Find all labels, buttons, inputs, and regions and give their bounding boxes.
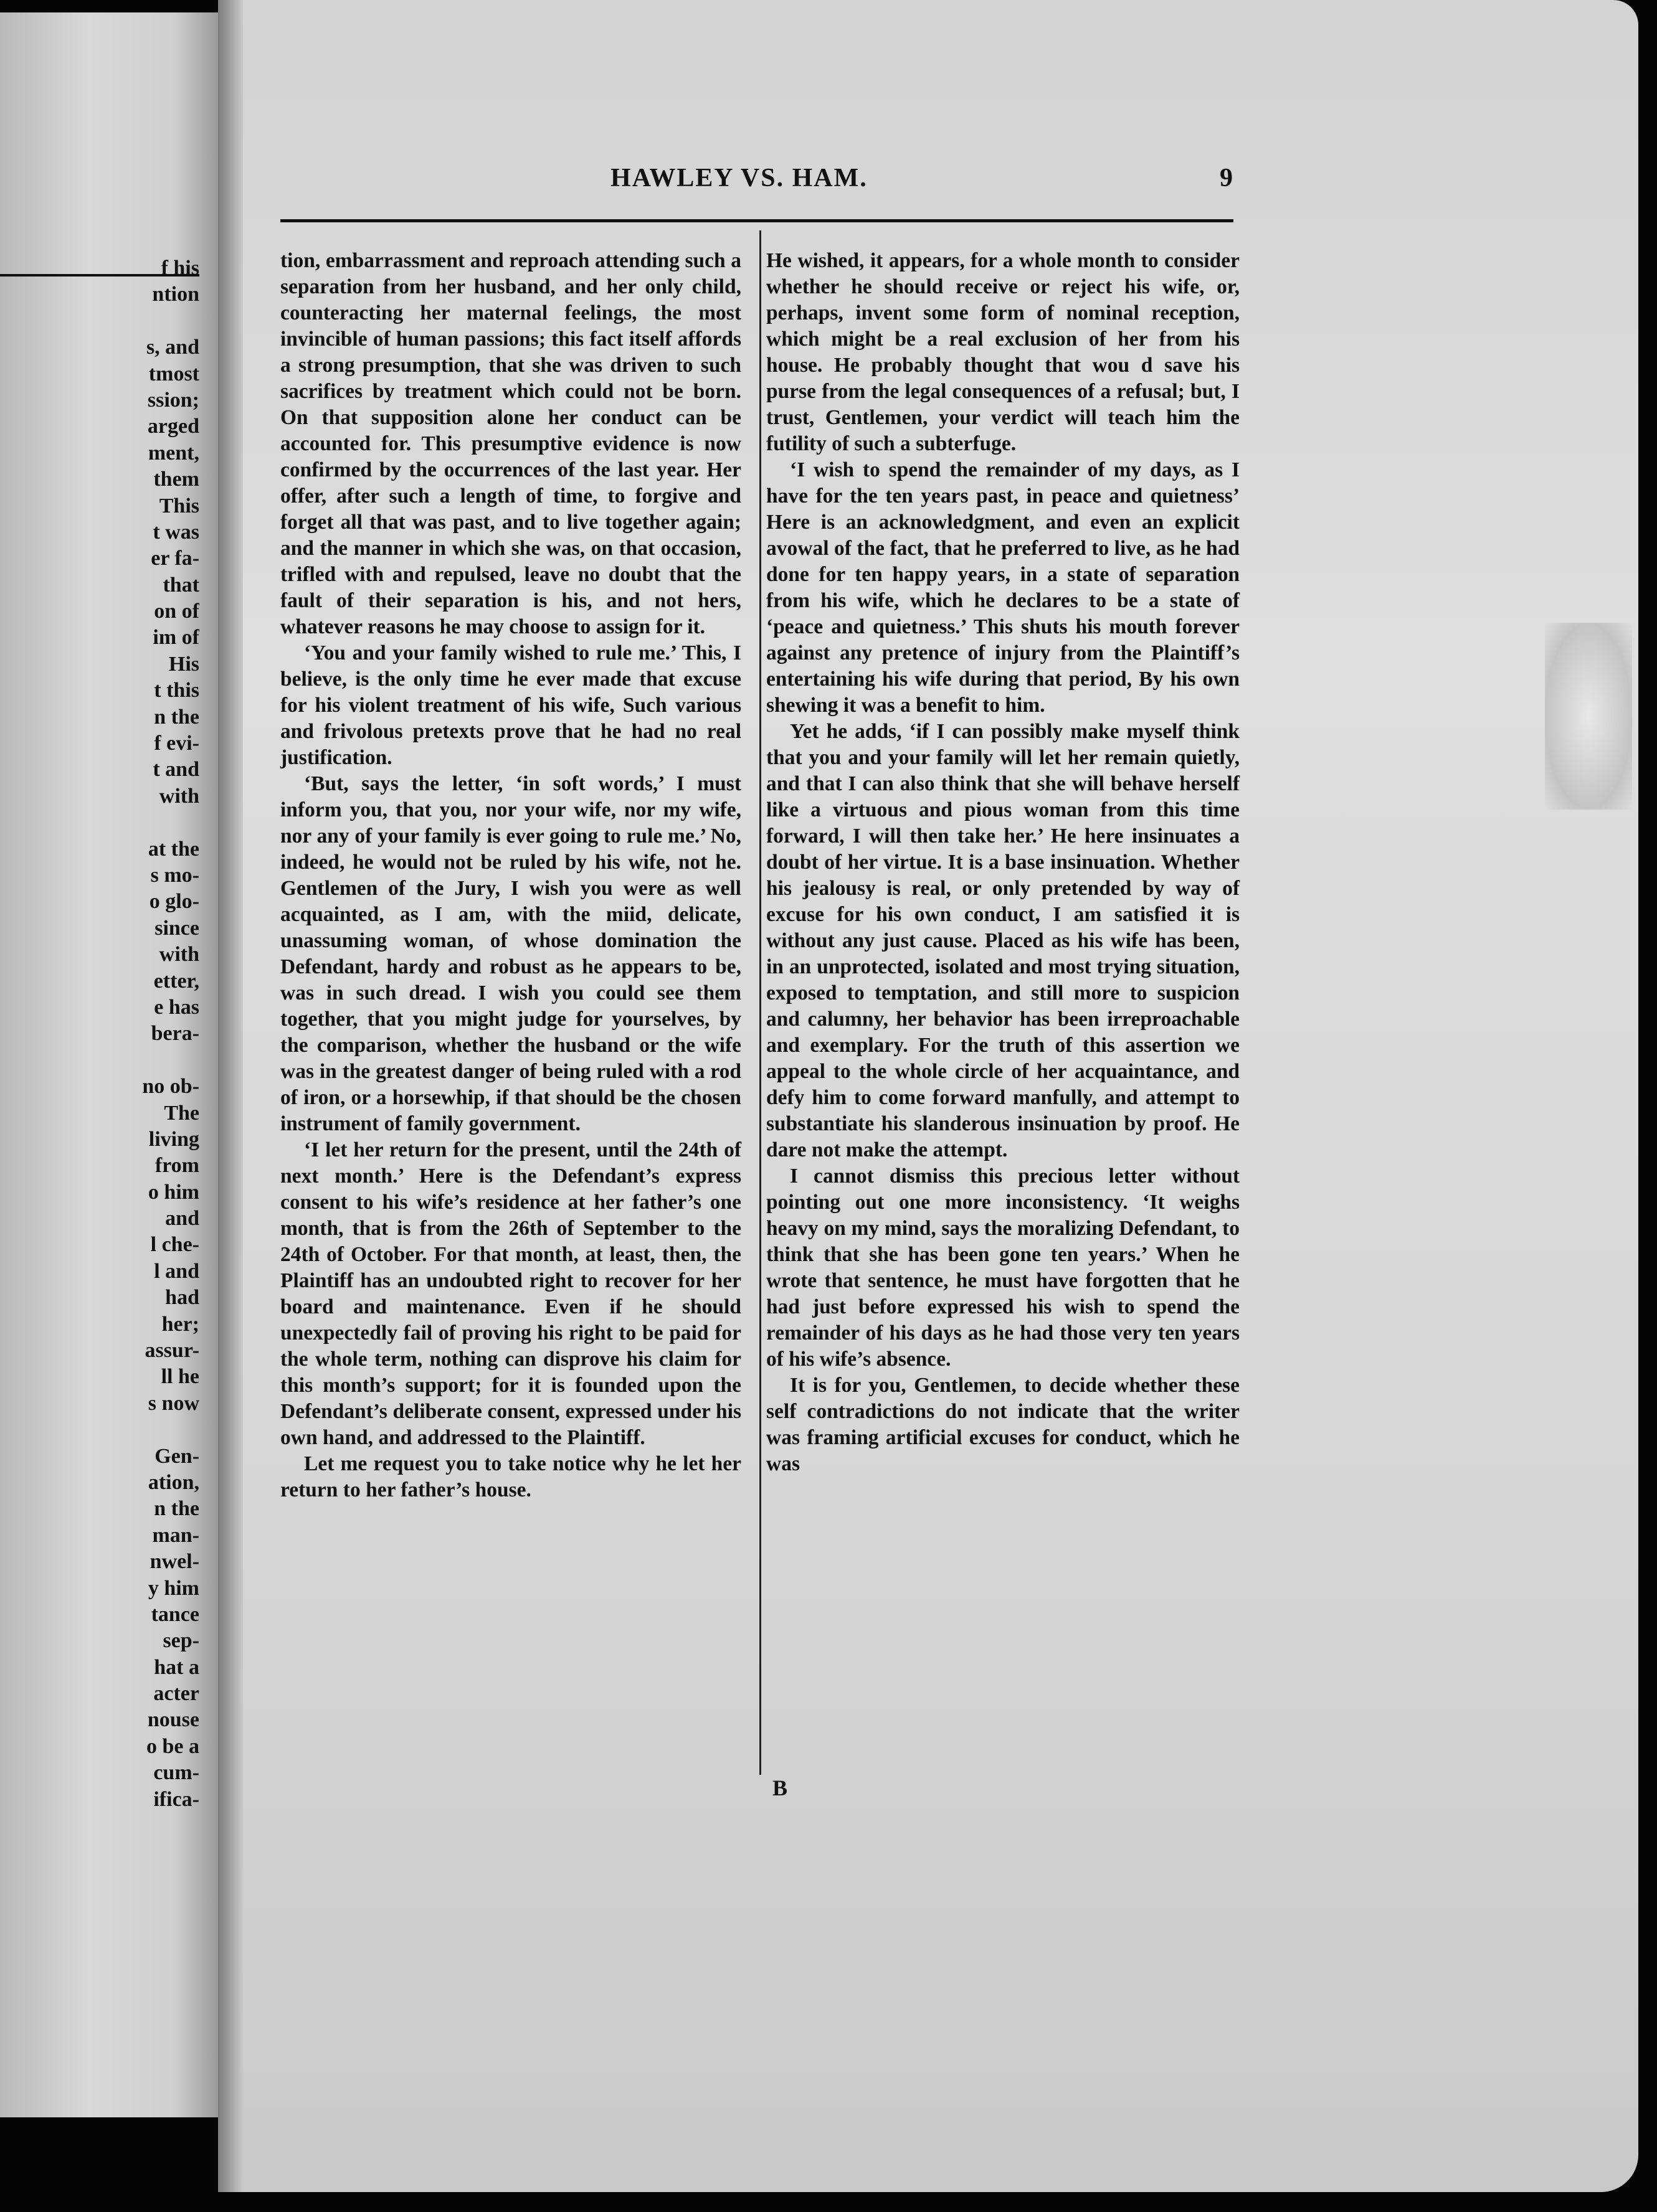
left-page-fragment: had <box>165 1286 199 1310</box>
left-page-fragment: man- <box>152 1523 199 1547</box>
left-page-fragment: His <box>168 652 199 676</box>
left-page-fragment: o glo- <box>149 890 199 914</box>
left-page-fragment: assur- <box>145 1339 199 1363</box>
left-page-fragment: f his <box>161 257 199 280</box>
left-page-fragment <box>56 810 199 836</box>
left-page-fragment: t was <box>153 520 199 544</box>
paragraph: Let me request you to take notice why he let her return to her father’s house. <box>280 1452 741 1501</box>
left-page-fragment: etter, <box>153 969 199 993</box>
left-page-fragment: tmost <box>148 362 199 385</box>
left-page-fragment: acter <box>153 1682 199 1706</box>
left-page-fragment: er fa- <box>151 547 199 570</box>
left-page-fragment: l che- <box>150 1233 199 1257</box>
left-page-fragment: ment, <box>148 441 199 465</box>
left-page-fragment: n the <box>154 1497 199 1521</box>
left-page-fragment: s, and <box>146 336 199 359</box>
page-number: 9 <box>1220 164 1233 192</box>
left-page-fragment: tance <box>151 1602 199 1626</box>
left-page-fragment: arged <box>147 415 199 438</box>
left-page-fragment <box>56 308 199 334</box>
left-page-fragment: t and <box>153 758 199 782</box>
left-page-fragment: ssion; <box>147 388 199 412</box>
left-page-fragment: s now <box>148 1391 199 1415</box>
left-page-fragment: sep- <box>163 1629 199 1653</box>
left-page-fragment: l and <box>154 1259 199 1283</box>
left-page-fragment: The <box>164 1101 199 1125</box>
left-page-fragment: on of <box>154 600 199 623</box>
left-page-fragment <box>56 1417 199 1443</box>
left-page-fragment: o him <box>148 1180 199 1204</box>
paragraph: ‘You and your family wished to rule me.’ This, I believe, is the only time he ever made that excuse for his violent treatment of his wife, Such various and frivolous pretexts prove that he had no real justification. <box>280 641 741 769</box>
left-page-fragment: with <box>159 784 199 808</box>
paragraph: ‘I let her return for the present, until the 24th of next month.’ Here is the Defendant’s express consent to his wife’s residence at her father’s one month, that is from the 26th of September to the 24th of October. For that month, at least, then, the Plaintiff has an undoubted right to recover for her board and maintenance. Even if he should unexpectedly fail of proving his right to be paid for the whole term, nothing can disprove his claim for this month’s support; for it is founded upon the Defendant’s deliberate consent, expressed under his own hand, and addressed to the Plaintiff. <box>280 1138 741 1449</box>
left-page-fragment: n the <box>154 705 199 729</box>
left-page-fragment: them <box>153 468 199 491</box>
paragraph: tion, embarrassment and reproach attending such a separation from her husband, and her only child, counteracting her maternal feelings, the most invincible of human passions; this fact itself affords a strong presumption, that she was driven to such sacrifices by treatment which could not be born. On that supposition alone her conduct can be accounted for. This presumptive evidence is now confirmed by the occurrences of the last year. Her offer, after such a length of time, to forgive and forget all that was past, and to live together again; and the manner in which she was, on that occasion, trifled with and repulsed, leave no doubt that the fault of their separation is his, and not hers, whatever reasons he may choose to assign for it. <box>280 249 741 638</box>
left-page-fragment: bera- <box>151 1022 199 1046</box>
running-head: HAWLEY VS. HAM. <box>610 164 868 192</box>
left-page-fragment: s mo- <box>150 863 199 887</box>
left-page-fragment: that <box>163 573 199 597</box>
paragraph: He wished, it appears, for a whole month to consider whether he should receive or reject his wife, or, perhaps, invent some form of nominal reception, which might be a real exclusion of her from his house. He probably thought that wou d save his purse from the legal consequences of a refusal; but, I trust, Gentlemen, your verdict will teach him the futility of such a subterfuge. <box>766 249 1240 455</box>
text-column-left <box>280 248 741 1503</box>
left-page-fragment: with <box>159 943 199 967</box>
left-page-fragment: nwel- <box>150 1550 199 1574</box>
left-page-fragment <box>56 1047 199 1074</box>
left-page-fragment: t this <box>154 679 199 702</box>
paragraph: ‘I wish to spend the remainder of my days, as I have for the ten years past, in peace and quietness’ Here is an acknowledgment, and even an explicit avowal of the fact, that he preferred to live, as he had done for ten happy years, in a state of separation from his wife, which he declares to be a state of ‘peace and quietness.’ This shuts his mouth forever against any pretence of injury from the Plaintiff’s entertaining his wife during that period, By his own shewing it was a benefit to him. <box>766 458 1240 717</box>
left-page-fragment: nouse <box>147 1708 199 1732</box>
paragraph: Yet he adds, ‘if I can possibly make myself think that you and your family will let her remain quietly, and that I can also think that she will behave herself like a virtuous and pious woman from this time forward, I will then take her.’ He here insinuates a doubt of her virtue. It is a base insinuation. Whether his jealousy is real, or only pretended by way of excuse for his own conduct, I am satisfied it is without any just cause. Placed as his wife has been, in an unprotected, isolated and most trying situation, exposed to temptation, and still more to suspicion and calumny, her behavior has been irreproachable and exemplary. For the truth of this assertion we appeal to the whole circle of her acquaintance, and defy him to come forward manfully, and attempt to substantiate his slanderous insinuation by proof. He dare not make the attempt. <box>766 720 1240 1161</box>
left-page-fragment: living <box>148 1127 199 1151</box>
left-page-fragment: ifica- <box>153 1787 199 1811</box>
page-crease <box>1545 623 1632 810</box>
left-page-fragment: o be a <box>146 1734 199 1758</box>
left-page-fragment: at the <box>148 837 199 861</box>
paragraph: It is for you, Gentlemen, to decide whether these self contradictions do not indicate that the writer was framing artificial excuses for conduct, which he was <box>766 1374 1240 1475</box>
left-page-fragment: since <box>154 916 199 940</box>
gutter-shadow <box>218 0 243 2192</box>
paragraph: ‘But, says the letter, ‘in soft words,’ I must inform you, that you, nor your wife, nor my wife, nor any of your family is ever going to rule me.’ No, indeed, he would not be ruled by his wife, not he. Gentlemen of the Jury, I wish you were as well acquainted, as I am, with the miid, delicate, unassuming woman, of whose domination the Defendant, hardy and robust as he appears to be, was in such dread. I wish you could see them together, that you might judge for yourselves, by the comparison, whether the husband or the wife was in the greatest danger of being ruled with a rod of iron, or a horsewhip, if that should be the chosen instrument of family government. <box>280 772 741 1135</box>
left-page-text-fragments <box>56 255 199 1813</box>
column-divider <box>759 230 761 1775</box>
left-page-fragment: ation, <box>148 1470 199 1494</box>
left-page-fragment: e has <box>154 995 199 1019</box>
left-page-fragment: ntion <box>152 283 199 306</box>
left-page-fragment: This <box>159 494 199 518</box>
left-page-edge <box>0 12 218 2117</box>
left-page-fragment: ll he <box>161 1365 199 1389</box>
signature-mark: B <box>772 1775 788 1800</box>
left-page-fragment: cum- <box>153 1761 199 1785</box>
left-page-fragment: im of <box>153 626 199 650</box>
paragraph: I cannot dismiss this precious letter without pointing out one more inconsistency. ‘It weighs heavy on my mind, says the moralizing Defendant, to think that she has been gone ten years.’ When he wrote that sentence, he must have forgotten that he had just before expressed his wish to spend the remainder of his days as he had those very ten years of his wife’s absence. <box>766 1165 1240 1371</box>
left-page-fragment: her; <box>161 1312 199 1336</box>
header-rule <box>280 219 1233 222</box>
left-page-fragment: Gen- <box>154 1444 199 1468</box>
left-page-fragment: y him <box>148 1576 199 1600</box>
left-page-fragment: and <box>165 1207 199 1231</box>
text-column-right <box>766 248 1240 1477</box>
left-page-fragment: no ob- <box>142 1075 199 1099</box>
left-page-fragment: hat a <box>154 1655 199 1679</box>
left-page-fragment: from <box>154 1154 199 1178</box>
left-page-fragment: f evi- <box>154 732 199 755</box>
